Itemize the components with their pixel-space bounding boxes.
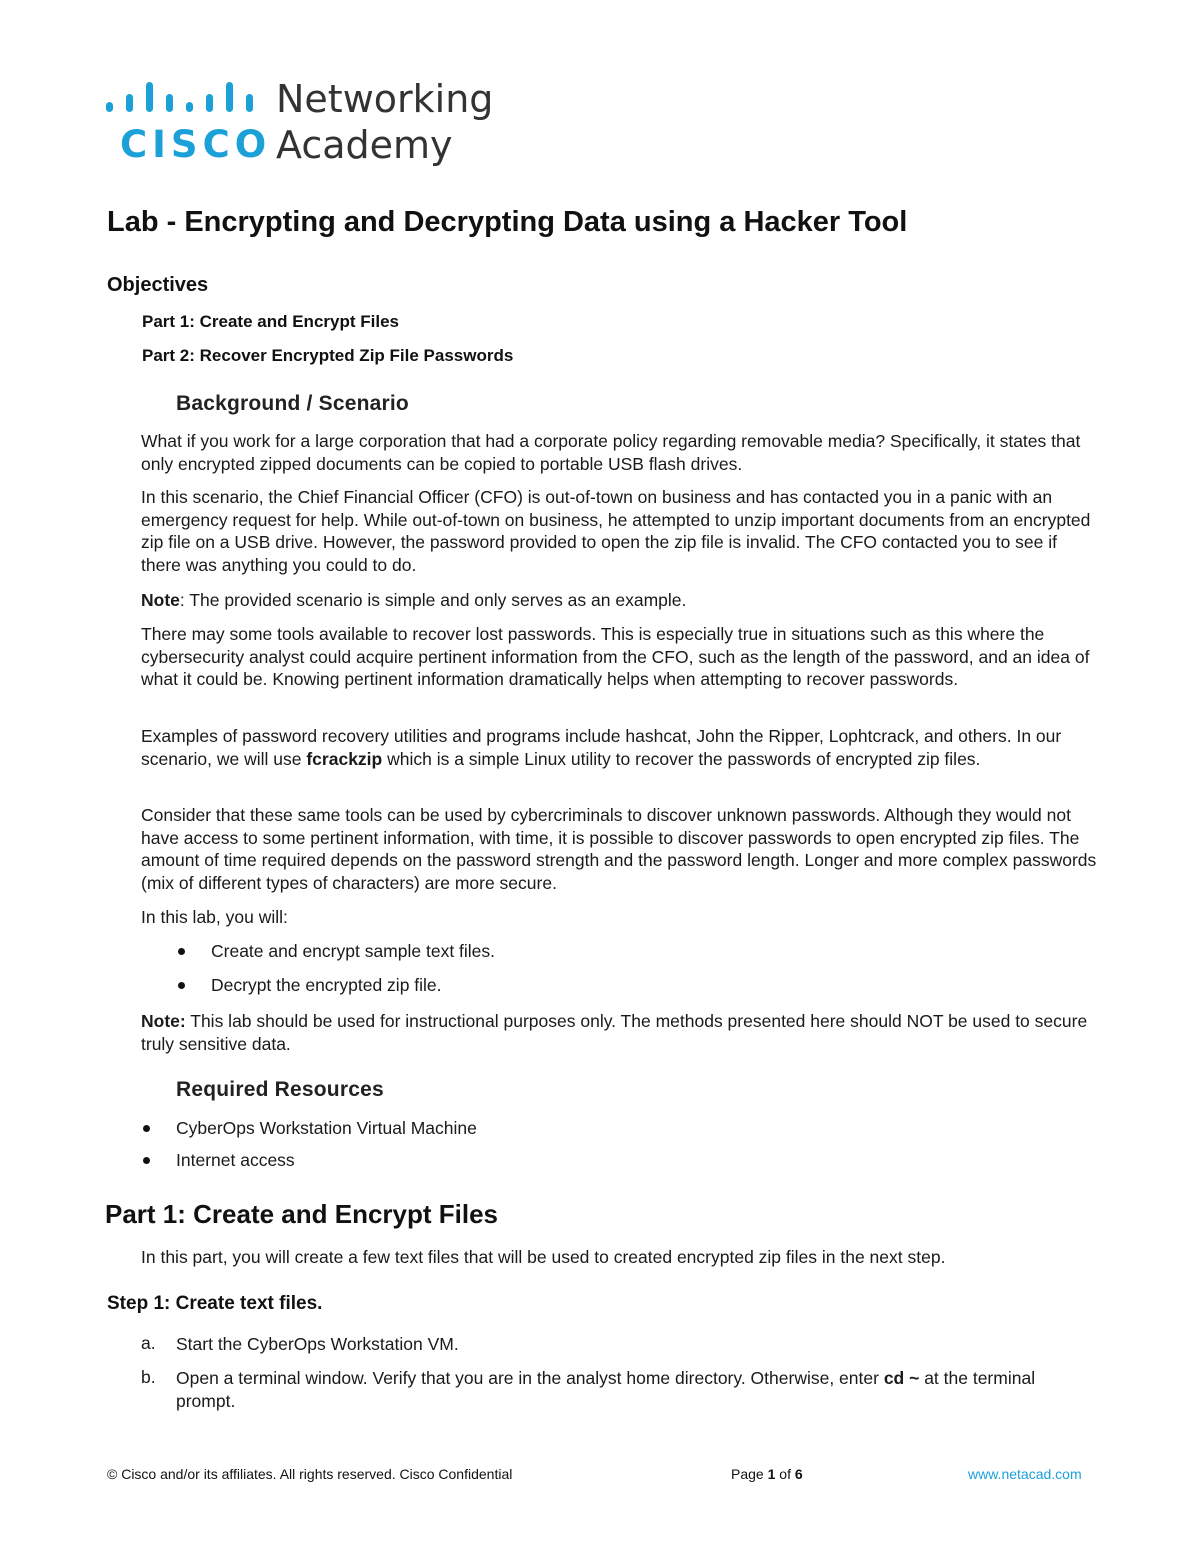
note-label: Note: <box>141 1011 186 1031</box>
netacad-link[interactable]: www.netacad.com <box>968 1466 1082 1482</box>
background-paragraph-3: There may some tools available to recover lost passwords. This is especially true in situations such as this where the cybersecurity analyst could acquire pertinent information from the CFO, such as the length of the password, and an idea of what it could be. Knowing pertinent information dramatically helps when attempting to recover passwords. <box>141 624 1090 689</box>
note-paragraph-1 <box>141 589 1101 612</box>
note-text: : The provided scenario is simple and only serves as an example. <box>179 590 687 610</box>
page-prefix: Page <box>731 1466 768 1482</box>
page-title: Lab - Encrypting and Decrypting Data using a Hacker Tool <box>107 206 908 238</box>
bullet-dot <box>143 1125 150 1132</box>
step-a-text: Start the CyberOps Workstation VM. <box>176 1334 459 1354</box>
bullet-dot <box>143 1157 150 1164</box>
background-paragraph-2: In this scenario, the Chief Financial Officer (CFO) is out-of-town on business and has contacted you in a panic with an emergency request for help. While out-of-town on business, he attempted to unzip important documents from an encrypted zip file on a USB drive. However, the password provided to open the zip file is invalid. The CFO contacted you to see if there was anything you could to do. <box>141 487 1091 575</box>
paragraph-text: Open a terminal window. Verify that you are in the analyst home directory. Otherwise, enter <box>176 1368 884 1388</box>
bullet-dot <box>178 948 185 955</box>
footer-copyright: © Cisco and/or its affiliates. All rights reserved. Cisco Confidential <box>107 1466 513 1482</box>
objectives-heading: Objectives <box>107 274 209 296</box>
required-resources-heading: Required Resources <box>176 1078 384 1101</box>
step-b-text <box>176 1367 1096 1412</box>
part1-heading: Part 1: Create and Encrypt Files <box>105 1199 499 1229</box>
cisco-wordmark: CISCO <box>120 123 272 166</box>
list-item: CyberOps Workstation Virtual Machine <box>176 1118 477 1138</box>
bullet-dot <box>178 982 185 989</box>
background-heading: Background / Scenario <box>176 392 409 415</box>
page-of: of <box>775 1466 795 1482</box>
objective-item: Part 1: Create and Encrypt Files <box>142 312 399 331</box>
cd-command: cd ~ <box>883 1368 920 1388</box>
page-total: 6 <box>794 1466 803 1482</box>
background-paragraph-5: Consider that these same tools can be used by cybercriminals to discover unknown passwords. Although they would not have access to some pertinent information, with time, it is possible to discover passwords to open encrypted zip files. The amount of time required depends on the password strength and the password length. Longer and more complex passwords (mix of different types of characters) are more secure. <box>141 805 1097 893</box>
logo-academy: Academy <box>276 123 453 167</box>
paragraph-text: at the terminal prompt. <box>176 1368 1036 1411</box>
list-item: Internet access <box>176 1150 295 1170</box>
cisco-networking-academy-logo <box>104 78 504 170</box>
objective-item: Part 2: Recover Encrypted Zip File Passwords <box>142 346 514 365</box>
fcrackzip-command: fcrackzip <box>306 748 383 769</box>
background-paragraph-4 <box>141 725 1101 770</box>
footer-url[interactable] <box>968 1466 1082 1482</box>
cisco-bars-icon <box>104 78 264 118</box>
list-item: Create and encrypt sample text files. <box>211 941 496 961</box>
note-label: Note <box>141 590 180 610</box>
list-item: Decrypt the encrypted zip file. <box>211 975 442 995</box>
step-letter-a: a. <box>141 1333 156 1353</box>
background-paragraph-6: In this lab, you will: <box>141 907 288 927</box>
logo-networking: Networking <box>276 77 494 121</box>
page-current: 1 <box>767 1466 776 1482</box>
step-letter-b: b. <box>141 1367 156 1387</box>
background-paragraph-1: What if you work for a large corporation that had a corporate policy regarding removable media? Specifically, it states that only encrypted zipped documents can be copied to portable USB flash drives. <box>141 431 1081 474</box>
note-paragraph-2 <box>141 1010 1101 1055</box>
part1-intro: In this part, you will create a few text files that will be used to created encrypted zip files in the next step. <box>141 1247 946 1267</box>
paragraph-text: Examples of password recovery utilities and programs include hashcat, John the Ripper, Lophtcrack, and others. In our scenario, we will use <box>141 726 1062 769</box>
note-text: This lab should be used for instructional purposes only. The methods presented here should NOT be used to secure truly sensitive data. <box>141 1011 1088 1054</box>
footer-page-number <box>731 1466 803 1482</box>
step1-heading: Step 1: Create text files. <box>107 1293 323 1314</box>
paragraph-text: which is a simple Linux utility to recover the passwords of encrypted zip files. <box>382 748 981 769</box>
